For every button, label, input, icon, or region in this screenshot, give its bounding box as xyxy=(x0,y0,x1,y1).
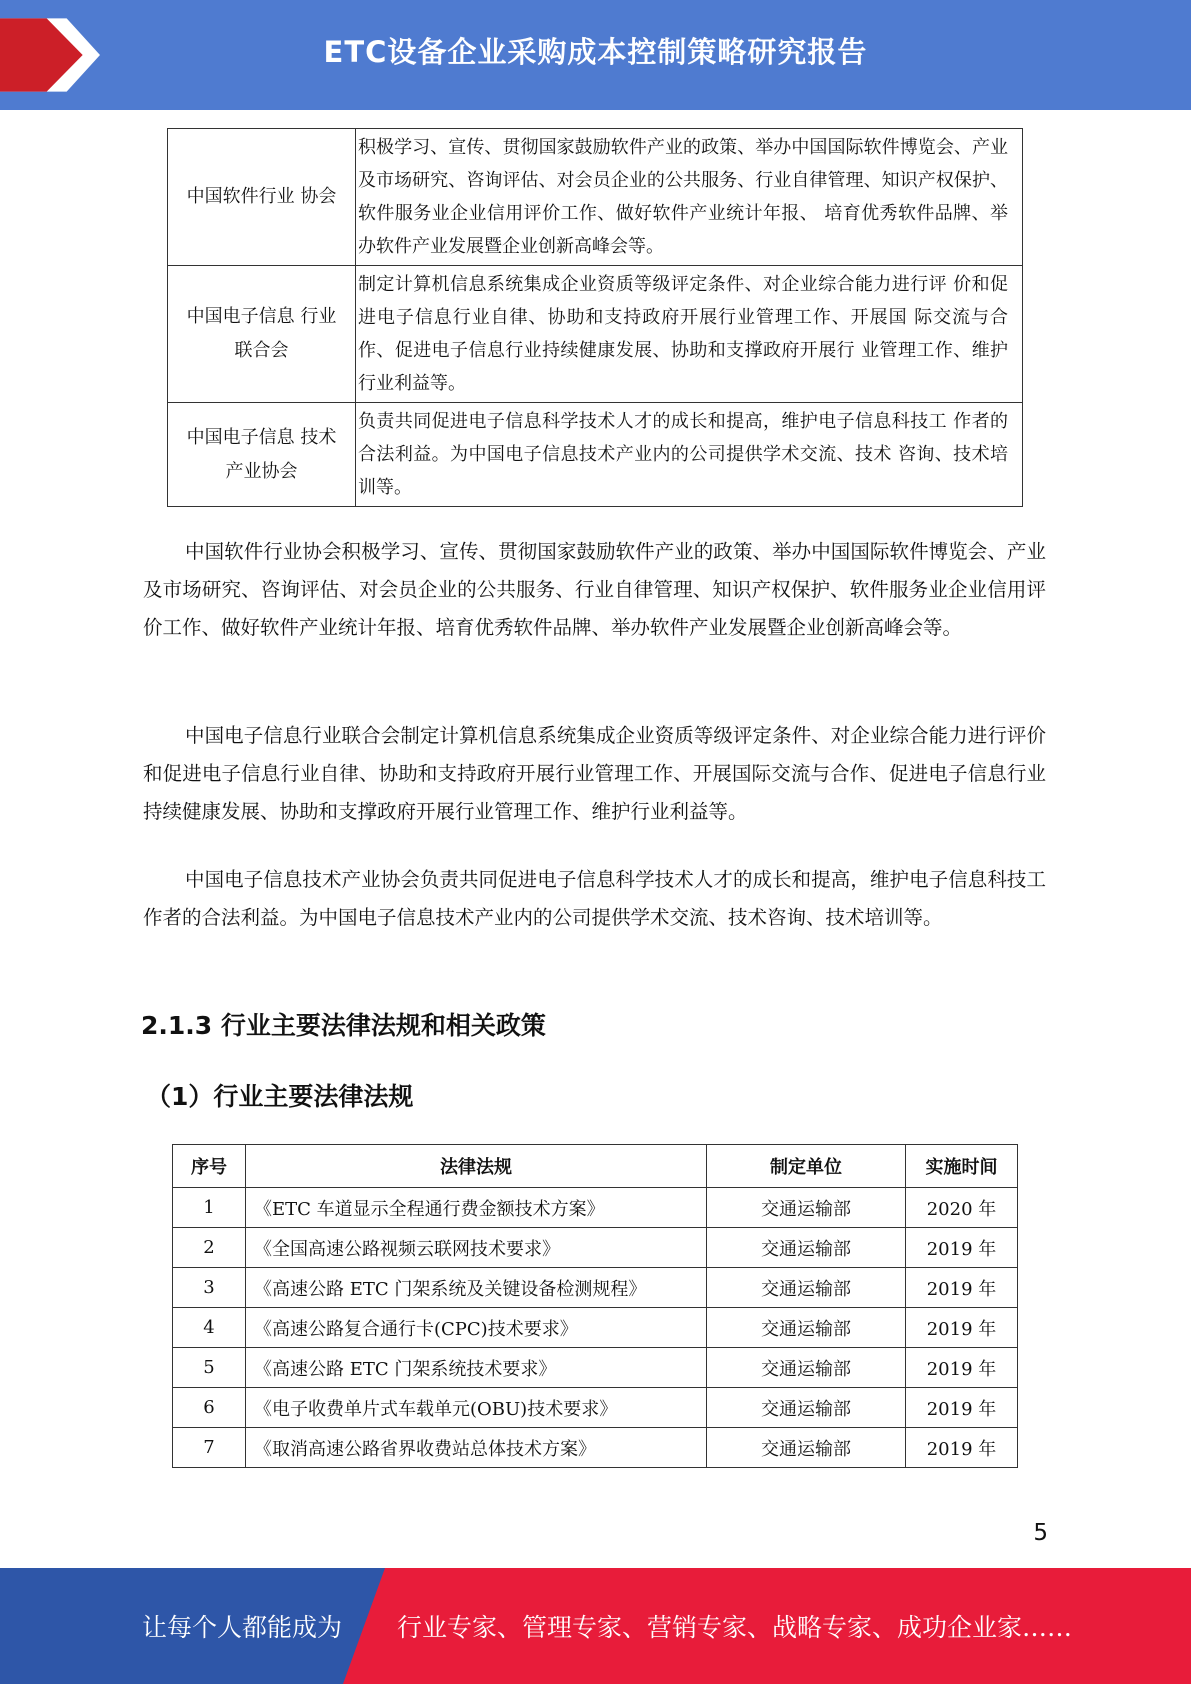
association-desc: 负责共同促进电子信息科学技术人才的成长和提高，维护电子信息科技工 作者的合法利益。为中国电子信息技术产业内的公司提供学术交流、技术 咨询、技术培训等。 xyxy=(356,403,1023,507)
table-row xyxy=(173,1348,1018,1388)
paragraph-electronics-tech-association: 中国电子信息技术产业协会负责共同促进电子信息科学技术人才的成长和提高，维护电子信息科技工作者的合法利益。为中国电子信息技术产业内的公司提供学术交流、技术咨询、技术培训等。 xyxy=(143,868,1046,929)
effective-year: 2019 年 xyxy=(906,1388,1018,1428)
page-footer xyxy=(0,1568,1191,1684)
footer-slogan-left: 让每个人都能成为 xyxy=(142,1613,343,1642)
association-desc: 积极学习、宣传、贯彻国家鼓励软件产业的政策、举办中国国际软件博览会、产业及市场研究、咨询评估、对会员企业的公共服务、行业自律管理、知识产权保护、软件服务业企业信用评价工作、做好软件产业统计年报、 培育优秀软件品牌、举办软件产业发展暨企业创新高峰会等。 xyxy=(356,129,1023,266)
table-row xyxy=(173,1308,1018,1348)
effective-year: 2019 年 xyxy=(906,1228,1018,1268)
association-table xyxy=(167,128,1023,507)
effective-year: 2020 年 xyxy=(906,1188,1018,1228)
effective-year: 2019 年 xyxy=(906,1348,1018,1388)
law-name: 《电子收费单片式车载单元(OBU)技术要求》 xyxy=(246,1388,707,1428)
laws-table xyxy=(172,1144,1018,1468)
row-index: 1 xyxy=(173,1188,246,1228)
footer-slogan-right: 行业专家、管理专家、营销专家、战略专家、成功企业家…… xyxy=(397,1613,1073,1642)
law-name: 《取消高速公路省界收费站总体技术方案》 xyxy=(246,1428,707,1468)
row-index: 3 xyxy=(173,1268,246,1308)
law-name: 《高速公路 ETC 门架系统及关键设备检测规程》 xyxy=(246,1268,707,1308)
table-header-row xyxy=(173,1145,1018,1188)
page-number: 5 xyxy=(1033,1520,1048,1546)
paragraph-software-association: 中国软件行业协会积极学习、宣传、贯彻国家鼓励软件产业的政策、举办中国国际软件博览会、产业及市场研究、咨询评估、对会员企业的公共服务、行业自律管理、知识产权保护、软件服务业企业信用评价工作、做好软件产业统计年报、培育优秀软件品牌、举办软件产业发展暨企业创新高峰会等。 xyxy=(143,540,1046,639)
issuing-authority: 交通运输部 xyxy=(707,1308,906,1348)
issuing-authority: 交通运输部 xyxy=(707,1428,906,1468)
row-index: 7 xyxy=(173,1428,246,1468)
law-name: 《高速公路复合通行卡(CPC)技术要求》 xyxy=(246,1308,707,1348)
association-desc: 制定计算机信息系统集成企业资质等级评定条件、对企业综合能力进行评 价和促进电子信息行业自律、协助和支持政府开展行业管理工作、开展国 际交流与合作、促进电子信息行业持续健康发展、协助和支撑政府开展行 业管理工作、维护行业利益等。 xyxy=(356,266,1023,403)
column-header: 实施时间 xyxy=(906,1145,1018,1188)
paragraph-electronics-federation: 中国电子信息行业联合会制定计算机信息系统集成企业资质等级评定条件、对企业综合能力进行评价和促进电子信息行业自律、协助和支持政府开展行业管理工作、开展国际交流与合作、促进电子信息行业持续健康发展、协助和支撑政府开展行业管理工作、维护行业利益等。 xyxy=(143,724,1046,823)
table-row xyxy=(173,1388,1018,1428)
column-header: 制定单位 xyxy=(707,1145,906,1188)
effective-year: 2019 年 xyxy=(906,1428,1018,1468)
subsection-heading: （1）行业主要法律法规 xyxy=(146,1082,414,1111)
table-row xyxy=(168,129,1023,266)
issuing-authority: 交通运输部 xyxy=(707,1388,906,1428)
report-title: ETC设备企业采购成本控制策略研究报告 xyxy=(323,34,868,69)
law-name: 《高速公路 ETC 门架系统技术要求》 xyxy=(246,1348,707,1388)
effective-year: 2019 年 xyxy=(906,1268,1018,1308)
table-row xyxy=(173,1188,1018,1228)
table-row xyxy=(168,403,1023,507)
issuing-authority: 交通运输部 xyxy=(707,1268,906,1308)
row-index: 5 xyxy=(173,1348,246,1388)
association-name: 中国软件行业 协会 xyxy=(168,129,356,266)
column-header: 序号 xyxy=(173,1145,246,1188)
association-name: 中国电子信息 行业联合会 xyxy=(168,266,356,403)
law-name: 《全国高速公路视频云联网技术要求》 xyxy=(246,1228,707,1268)
table-row xyxy=(168,266,1023,403)
issuing-authority: 交通运输部 xyxy=(707,1348,906,1388)
association-name: 中国电子信息 技术产业协会 xyxy=(168,403,356,507)
row-index: 6 xyxy=(173,1388,246,1428)
header-red-arrow-icon xyxy=(0,0,100,110)
table-row xyxy=(173,1428,1018,1468)
row-index: 4 xyxy=(173,1308,246,1348)
table-row xyxy=(173,1268,1018,1308)
issuing-authority: 交通运输部 xyxy=(707,1228,906,1268)
law-name: 《ETC 车道显示全程通行费金额技术方案》 xyxy=(246,1188,707,1228)
table-row xyxy=(173,1228,1018,1268)
section-heading: 2.1.3 行业主要法律法规和相关政策 xyxy=(141,1011,546,1040)
effective-year: 2019 年 xyxy=(906,1308,1018,1348)
column-header: 法律法规 xyxy=(246,1145,707,1188)
row-index: 2 xyxy=(173,1228,246,1268)
issuing-authority: 交通运输部 xyxy=(707,1188,906,1228)
page-header xyxy=(0,0,1191,110)
